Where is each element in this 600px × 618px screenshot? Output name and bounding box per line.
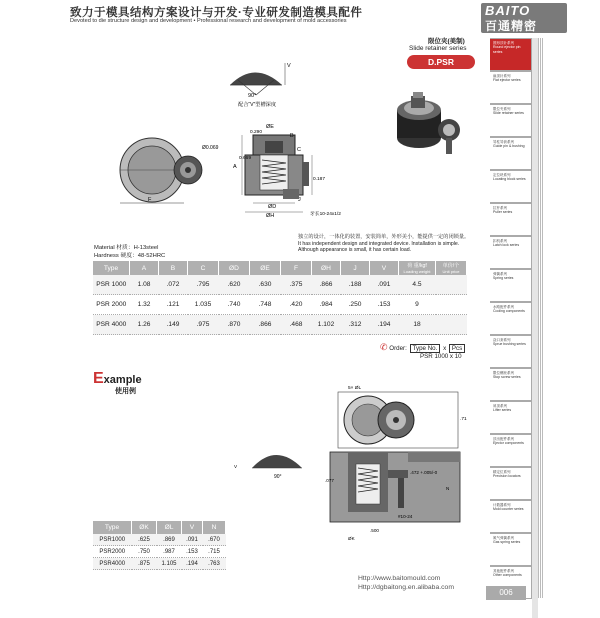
table-header: Type [93, 261, 130, 275]
example-table-row [93, 534, 226, 546]
example-table-cell: .987 [157, 546, 182, 558]
example-table-cell: PSR4000 [93, 558, 132, 570]
sidebar-item-en: Round ejector pin series [493, 45, 521, 54]
sidebar-item[interactable] [490, 269, 532, 302]
example-table-cell: PSR1000 [93, 534, 132, 546]
table-cell: PSR 4000 [93, 315, 130, 335]
product-photo [393, 80, 473, 160]
example-plan-view [338, 385, 467, 448]
cone-detail-drawing [230, 63, 291, 108]
svg-text:ØE: ØE [266, 124, 274, 130]
price-header-cn: 单价/个 [442, 263, 460, 269]
svg-text:0.290: 0.290 [250, 130, 263, 135]
logo-text-cn: 百通精密 [485, 19, 538, 33]
example-table-cell: .763 [203, 558, 226, 570]
svg-text:.472 +.005/-0: .472 +.005/-0 [410, 470, 438, 475]
dimension-table [93, 261, 467, 335]
table-cell-load: 9 [399, 295, 436, 315]
svg-text:0.669: 0.669 [239, 156, 252, 161]
example-table-cell: .194 [182, 558, 203, 570]
svg-text:N: N [446, 486, 450, 491]
example-table-row [93, 558, 226, 570]
table-cell: PSR 1000 [93, 275, 130, 295]
sidebar-item-en: Latch lock series [493, 243, 520, 248]
table-cell: .468 [281, 315, 312, 335]
table-header: J [341, 261, 370, 275]
table-cell: .149 [159, 315, 188, 335]
example-table-header: ØK [132, 521, 157, 534]
sidebar-item[interactable] [490, 368, 532, 401]
example-table-cell: .750 [132, 546, 157, 558]
table-header: ØE [250, 261, 281, 275]
table-cell-price [436, 315, 467, 335]
table-cell: .121 [159, 295, 188, 315]
table-cell-price [436, 295, 467, 315]
sidebar-item-en: Puller series [493, 210, 513, 215]
sidebar-item-cn: 浇口套系列 [493, 338, 511, 342]
sidebar-item-cn: 精定位系列 [493, 470, 511, 474]
svg-text:90°: 90° [274, 474, 282, 480]
table-cell: .312 [341, 315, 370, 335]
sidebar-item-en: Other components [493, 573, 522, 578]
table-cell: .153 [370, 295, 399, 315]
sidebar-item-cn: 氮气弹簧系列 [493, 536, 514, 540]
table-header-load [399, 261, 436, 275]
order-example-line: PSR 1000 x 10 [420, 353, 462, 360]
side-section-drawing [233, 124, 341, 219]
svg-text:#10-24: #10-24 [398, 514, 413, 519]
sidebar-item-cn: 限位螺丝系列 [493, 371, 514, 375]
svg-text:V: V [234, 464, 238, 469]
table-row [93, 315, 467, 335]
sidebar-item-en: Slide retainer series [493, 111, 524, 116]
material-line: Material 材质：H-13steel [94, 245, 159, 251]
sidebar-item-cn: 圆形顶针系列 [493, 41, 514, 45]
example-table-header: Type [93, 521, 132, 534]
sidebar-item[interactable] [490, 203, 532, 236]
table-header: B [159, 261, 188, 275]
svg-text:ØK: ØK [348, 536, 355, 541]
svg-text:A: A [233, 164, 237, 170]
svg-text:B: B [290, 133, 294, 139]
sidebar-item[interactable] [490, 434, 532, 467]
example-title-cn: 使用例 [115, 388, 136, 395]
table-cell-load: 4.5 [399, 275, 436, 295]
table-row [93, 275, 467, 295]
sidebar-item-en: Cooling components [493, 309, 525, 314]
product-code-badge: D.PSR [407, 55, 475, 69]
price-header-en: Unit price [442, 269, 460, 274]
sidebar-item[interactable] [490, 104, 532, 137]
sidebar-item[interactable] [490, 401, 532, 434]
top-view-circle-drawing [120, 138, 219, 203]
sidebar-item[interactable] [490, 38, 532, 71]
table-cell: .420 [281, 295, 312, 315]
hardness-line: Hardness 硬度：48-52HRC [94, 253, 166, 259]
table-header: ØD [219, 261, 250, 275]
table-cell: .091 [370, 275, 399, 295]
sidebar-item-en: Stop screw series [493, 375, 521, 380]
description-en-2: Although appearance is small, it has certain load. [298, 247, 412, 254]
sidebar-item-cn: 限位夹系列 [493, 107, 511, 111]
sidebar-stripe-pattern [538, 38, 544, 598]
description-en-1: It has independent design and integrated device. Installation is simple. [298, 240, 460, 247]
example-table-cell: .875 [132, 558, 157, 570]
example-table-cell: 1.105 [157, 558, 182, 570]
example-table-row [93, 546, 226, 558]
sidebar-item-cn: 扣机系列 [493, 239, 507, 243]
example-table-cell: .153 [182, 546, 203, 558]
example-table-cell: .625 [132, 534, 157, 546]
example-table-cell: .869 [157, 534, 182, 546]
table-header: A [130, 261, 159, 275]
table-cell: PSR 2000 [93, 295, 130, 315]
svg-text:0.187: 0.187 [313, 177, 326, 182]
load-header-en: Loading weight [403, 269, 431, 274]
table-cell: 1.26 [130, 315, 159, 335]
svg-text:90°: 90° [248, 93, 257, 99]
example-table-cell: .091 [182, 534, 203, 546]
example-table-cell: .670 [203, 534, 226, 546]
svg-text:C: C [297, 147, 301, 153]
sidebar-item-en: Lifter series [493, 408, 512, 413]
svg-text:Ø0.069: Ø0.069 [202, 145, 219, 151]
sidebar-item-cn: 其他配件系列 [493, 569, 514, 573]
example-table [93, 521, 226, 570]
table-cell: .866 [250, 315, 281, 335]
footer-url-2[interactable]: Http://dgbaitong.en.alibaba.com [358, 584, 454, 591]
order-type-no: Type No. [410, 344, 441, 353]
sidebar-item-en: Ejector components [493, 441, 524, 446]
svg-text:ØD: ØD [268, 204, 277, 210]
table-cell: .795 [188, 275, 219, 295]
sidebar-item-cn: 顶出配件系列 [493, 437, 514, 441]
sidebar-item[interactable] [490, 467, 532, 500]
sidebar-item-cn: 水路配件系列 [493, 305, 514, 309]
table-cell: .188 [341, 275, 370, 295]
table-cell: .194 [370, 315, 399, 335]
table-cell: .250 [341, 295, 370, 315]
product-title-cn: 限位夹(美制) [428, 38, 465, 45]
category-sidebar [490, 38, 532, 608]
sidebar-item-en: Precision locators [493, 474, 521, 479]
example-title-E: E [93, 370, 104, 387]
table-header-price [436, 261, 467, 275]
svg-text:J: J [298, 197, 301, 203]
load-header-cn: 荷 重/kgf [407, 263, 427, 269]
sidebar-item-en: Locating block series [493, 177, 526, 182]
svg-text:F: F [148, 197, 152, 203]
sidebar-item-en: Flat ejector series [493, 78, 521, 83]
phone-icon: ✆ [380, 342, 388, 352]
order-x: x [443, 345, 447, 352]
sidebar-item-cn: 弹簧系列 [493, 272, 507, 276]
svg-text:V: V [287, 63, 291, 69]
sidebar-item-en: Guide pin & bushing [493, 144, 525, 149]
table-header: ØH [312, 261, 341, 275]
order-pcs: Pcs [449, 344, 465, 353]
product-title-en: Slide retainer series [409, 45, 467, 52]
example-section-drawing [325, 452, 460, 541]
table-header: V [370, 261, 399, 275]
sidebar-item-cn: 计数器系列 [493, 503, 511, 507]
example-title-rest: xample [103, 374, 142, 386]
material-specs [94, 244, 165, 260]
table-cell: .866 [312, 275, 341, 295]
table-cell: .870 [219, 315, 250, 335]
example-table-cell: .715 [203, 546, 226, 558]
sidebar-item[interactable] [490, 335, 532, 368]
sidebar-item-cn: 斜顶系列 [493, 404, 507, 408]
example-table-header: N [203, 521, 226, 534]
page-number: 006 [486, 586, 526, 600]
table-cell-price [436, 275, 467, 295]
sidebar-item-cn: 导柱导套系列 [493, 140, 514, 144]
sidebar-item[interactable] [490, 533, 532, 566]
table-cell: 1.08 [130, 275, 159, 295]
table-cell-load: 18 [399, 315, 436, 335]
example-table-header: V [182, 521, 203, 534]
logo-text-en: BAITO [485, 3, 531, 18]
sidebar-item[interactable] [490, 71, 532, 104]
table-cell: .984 [312, 295, 341, 315]
table-cell: 1.32 [130, 295, 159, 315]
sidebar-item-en: Spring series [493, 276, 514, 281]
table-cell: 1.102 [312, 315, 341, 335]
svg-text:.077: .077 [325, 478, 334, 483]
order-example [380, 342, 466, 360]
header-title-cn: 致力于模具结构方案设计与开发·专业研发制造模具配件 [70, 7, 363, 19]
sidebar-item[interactable] [490, 500, 532, 533]
svg-text:牙长10-24x1/2: 牙长10-24x1/2 [310, 212, 341, 217]
svg-text:5× ØL: 5× ØL [348, 386, 362, 391]
sidebar-item-en: Gas spring series [493, 540, 521, 545]
table-cell: .072 [159, 275, 188, 295]
table-cell: .620 [219, 275, 250, 295]
footer-urls [358, 574, 454, 592]
svg-text:.71: .71 [460, 417, 467, 422]
example-table-cell: PSR2000 [93, 546, 132, 558]
example-table-header: ØL [157, 521, 182, 534]
sidebar-item[interactable] [490, 137, 532, 170]
table-header: F [281, 261, 312, 275]
sidebar-item[interactable] [490, 302, 532, 335]
svg-text:ØH: ØH [266, 213, 275, 219]
table-row [93, 295, 467, 315]
description-cn: 独立的设计，一体化的装置，安装简单，外形美小，能提供一定的闭锁量。 [298, 234, 470, 240]
sidebar-item[interactable] [490, 170, 532, 203]
product-description [298, 234, 488, 254]
example-cone-drawing [234, 455, 302, 480]
sidebar-item-en: Mold counter series [493, 507, 524, 512]
example-drawings [230, 380, 490, 545]
svg-text:配合“V”型槽深度: 配合“V”型槽深度 [238, 102, 277, 108]
footer-url-1[interactable]: Http://www.baitomould.com [358, 575, 441, 582]
svg-text:.500: .500 [370, 528, 379, 533]
table-cell: .740 [219, 295, 250, 315]
sidebar-item-en: Sprue bushing series [493, 342, 526, 347]
table-cell: .375 [281, 275, 312, 295]
table-cell: .748 [250, 295, 281, 315]
sidebar-item-cn: 扁顶针系列 [493, 74, 511, 78]
table-cell: .975 [188, 315, 219, 335]
order-label: Order: [389, 345, 407, 352]
sidebar-item[interactable] [490, 236, 532, 269]
table-cell: .630 [250, 275, 281, 295]
table-header: C [188, 261, 219, 275]
sidebar-item-cn: 拉杆系列 [493, 206, 507, 210]
sidebar-item-cn: 定位块系列 [493, 173, 511, 177]
header-title-en: Devoted to die structure design and development • Professional research and development of mold accessories [70, 18, 347, 24]
table-cell: 1.035 [188, 295, 219, 315]
